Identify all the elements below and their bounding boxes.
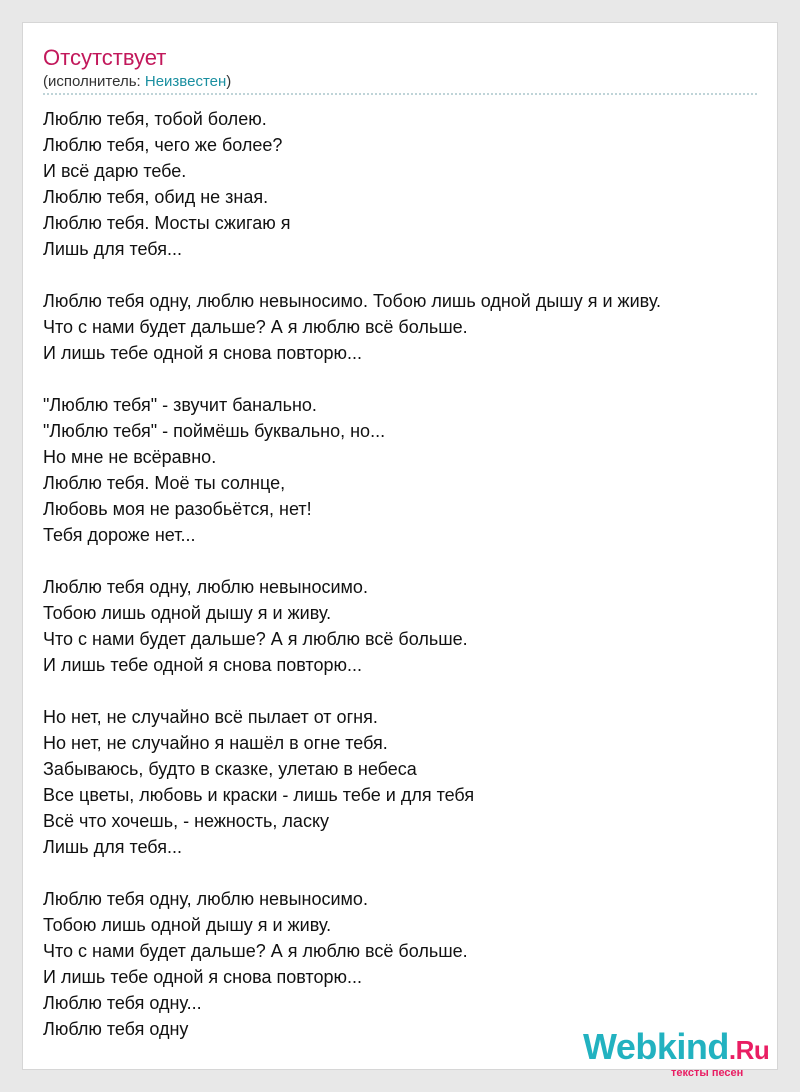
lyrics-blank-line [43,366,661,392]
artist-suffix: ) [226,73,232,90]
lyrics-line: Люблю тебя одну, люблю невыносимо. [43,889,368,909]
lyrics-line: Люблю тебя, тобой болею. [43,109,267,129]
divider [43,93,757,95]
lyrics-line: Всё что хочешь, - нежность, ласку [43,811,330,831]
lyrics-blank-line [43,548,661,574]
lyrics-line: И всё дарю тебе. [43,161,187,181]
lyrics-line: Люблю тебя одну [43,1019,189,1039]
song-title: Отсутствует [43,45,167,70]
lyrics-line: Но нет, не случайно я нашёл в огне тебя. [43,733,388,753]
lyrics-line: Люблю тебя одну... [43,993,202,1013]
lyrics-blank-line [43,860,661,886]
artist-link[interactable]: Неизвестен [144,73,227,90]
lyrics-line: Что с нами будет дальше? А я люблю всё больше. [43,629,468,649]
lyrics-line: Что с нами будет дальше? А я люблю всё больше. [43,941,468,961]
lyrics-line: И лишь тебе одной я снова повторю... [43,343,362,363]
lyrics-line: Люблю тебя. Моё ты солнце, [43,473,286,493]
artist-prefix: (исполнитель: [43,73,145,90]
lyrics-line: Что с нами будет дальше? А я люблю всё больше. [43,317,468,337]
lyrics-line: Все цветы, любовь и краски - лишь тебе и для тебя [43,785,475,805]
lyrics-line: "Люблю тебя" - звучит банально. [43,395,317,415]
lyrics-line: Лишь для тебя... [43,837,182,857]
lyrics-line: Тобою лишь одной дышу я и живу. [43,603,332,623]
lyrics-line: "Люблю тебя" - поймёшь буквально, но... [43,421,386,441]
lyrics-blank-line [43,678,661,704]
lyrics-text [43,106,661,1042]
lyrics-line: Но мне не всёравно. [43,447,217,467]
lyrics-line: Люблю тебя, обид не зная. [43,187,269,207]
lyrics-line: Люблю тебя, чего же более? [43,135,283,155]
lyrics-line: Но нет, не случайно всё пылает от огня. [43,707,378,727]
lyrics-line: И лишь тебе одной я снова повторю... [43,967,362,987]
logo-tagline: тексты песен [671,1067,744,1079]
lyrics-line: Люблю тебя одну, люблю невыносимо. [43,577,368,597]
site-logo[interactable] [583,1027,769,1070]
lyrics-line: Тебя дороже нет... [43,525,196,545]
lyrics-line: Забываюсь, будто в сказке, улетаю в небеса [43,759,417,779]
lyrics-line: Любовь моя не разобьётся, нет! [43,499,312,519]
lyrics-line: И лишь тебе одной я снова повторю... [43,655,362,675]
lyrics-blank-line [43,262,661,288]
lyrics-card [22,22,778,1079]
logo-main: Webkind [583,1026,729,1067]
artist-line [43,73,231,91]
logo-tld: .Ru [728,1035,770,1065]
lyrics-line: Лишь для тебя... [43,239,182,259]
lyrics-line: Люблю тебя. Мосты сжигаю я [43,213,291,233]
lyrics-line: Тобою лишь одной дышу я и живу. [43,915,332,935]
lyrics-line: Люблю тебя одну, люблю невыносимо. Тобою лишь одной дышу я и живу. [43,291,662,311]
